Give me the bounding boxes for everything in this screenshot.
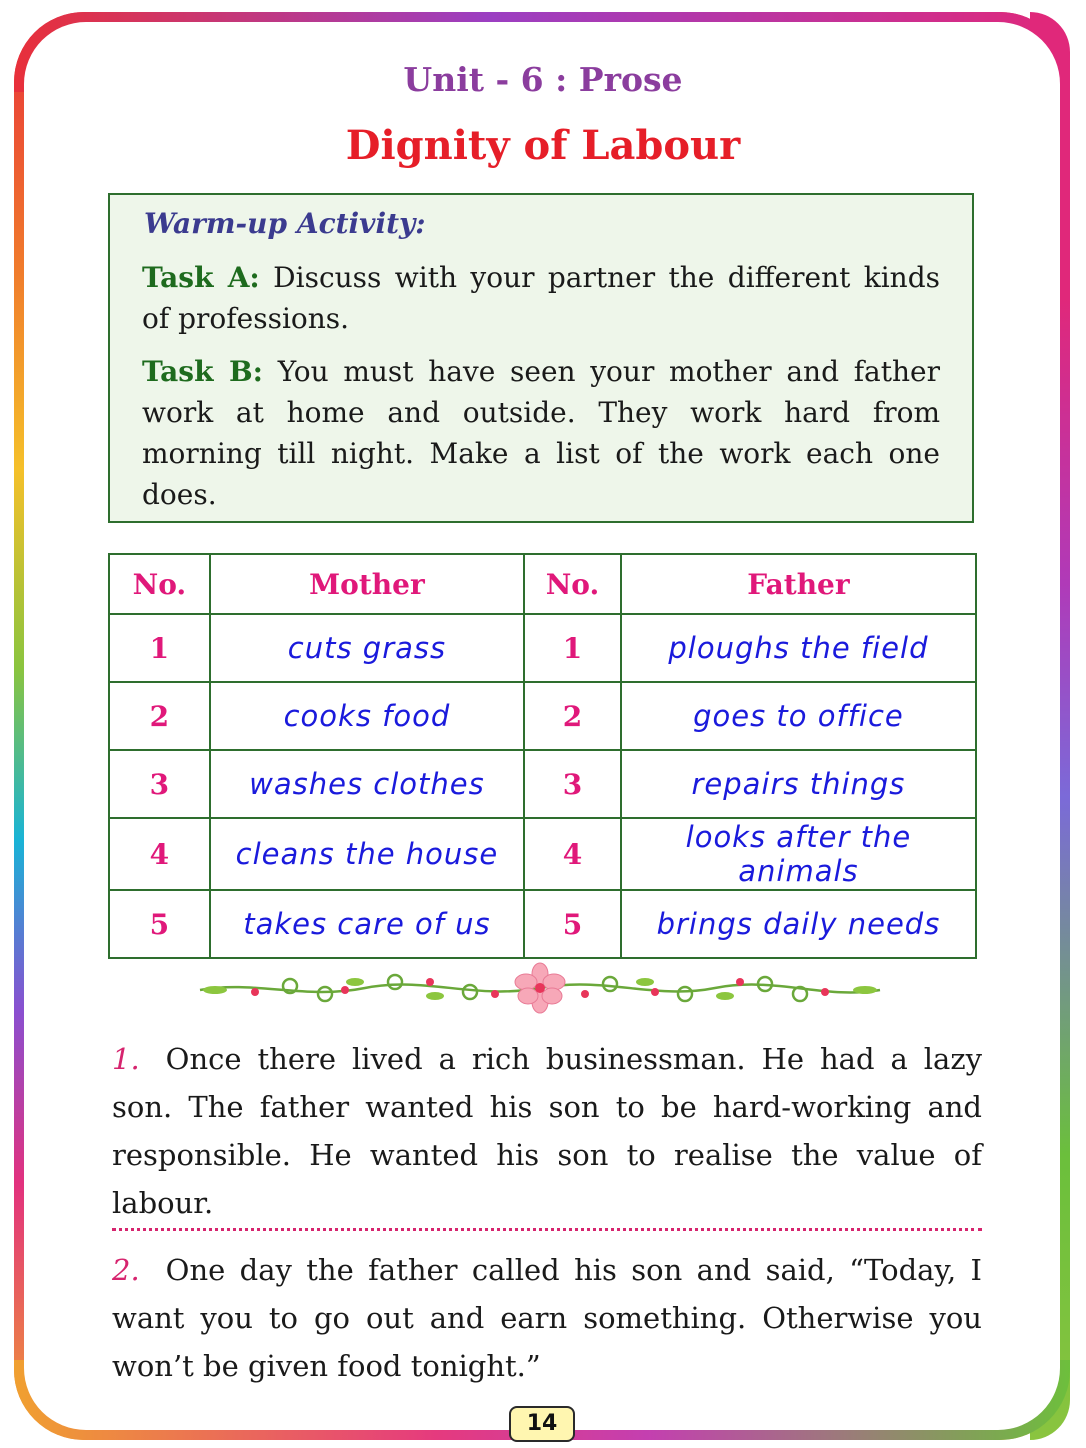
row-number: 4 (524, 818, 621, 890)
task-b (142, 351, 940, 515)
header-mother: Mother (210, 554, 524, 614)
father-work: repairs things (621, 750, 976, 818)
father-work: ploughs the field (621, 614, 976, 682)
warmup-heading: Warm-up Activity: (144, 207, 426, 240)
paragraph-number: 2. (112, 1253, 140, 1287)
row-number: 4 (109, 818, 210, 890)
row-number: 5 (524, 890, 621, 958)
row-number: 5 (109, 890, 210, 958)
unit-heading: Unit - 6 : Prose (403, 60, 683, 99)
header-no-mother: No. (109, 554, 210, 614)
mother-work: takes care of us (210, 890, 524, 958)
row-number: 3 (524, 750, 621, 818)
row-number: 2 (524, 682, 621, 750)
paragraph-text: One day the father called his son and said, “Today, I want you to go out and earn something. Otherwise you won’t be given food tonight.” (112, 1253, 982, 1383)
mother-work: cooks food (210, 682, 524, 750)
task-b-text: You must have seen your mother and father work at home and outside. They work hard from morning till night. Make a list of the work each one does. (142, 355, 940, 511)
dotted-divider (112, 1228, 982, 1231)
paragraph-number: 1. (112, 1042, 140, 1076)
row-number: 1 (109, 614, 210, 682)
page-title: Dignity of Labour (345, 122, 741, 169)
table-row (109, 614, 976, 682)
task-a (142, 257, 940, 339)
paragraph-1 (112, 1035, 982, 1227)
mother-work: cuts grass (210, 614, 524, 682)
table-row (109, 818, 976, 890)
row-number: 1 (524, 614, 621, 682)
father-work: brings daily needs (621, 890, 976, 958)
table-row (109, 890, 976, 958)
row-number: 2 (109, 682, 210, 750)
table-header-row (109, 554, 976, 614)
table-row (109, 750, 976, 818)
work-table (108, 553, 977, 959)
father-work: looks after the animals (621, 818, 976, 890)
task-b-label: Task B: (142, 355, 263, 388)
table-row (109, 682, 976, 750)
header-no-father: No. (524, 554, 621, 614)
mother-work: washes clothes (210, 750, 524, 818)
father-work: goes to office (621, 682, 976, 750)
task-a-label: Task A: (142, 261, 260, 294)
warmup-box (108, 193, 974, 523)
task-a-text: Discuss with your partner the different kinds of professions. (142, 261, 940, 335)
mother-work: cleans the house (210, 818, 524, 890)
row-number: 3 (109, 750, 210, 818)
paragraph-text: Once there lived a rich businessman. He had a lazy son. The father wanted his son to be hard-working and responsible. He wanted his son to realise the value of labour. (112, 1042, 982, 1220)
paragraph-2 (112, 1246, 982, 1390)
header-father: Father (621, 554, 976, 614)
floral-divider-icon (195, 960, 885, 1014)
page-number: 14 (509, 1406, 575, 1442)
